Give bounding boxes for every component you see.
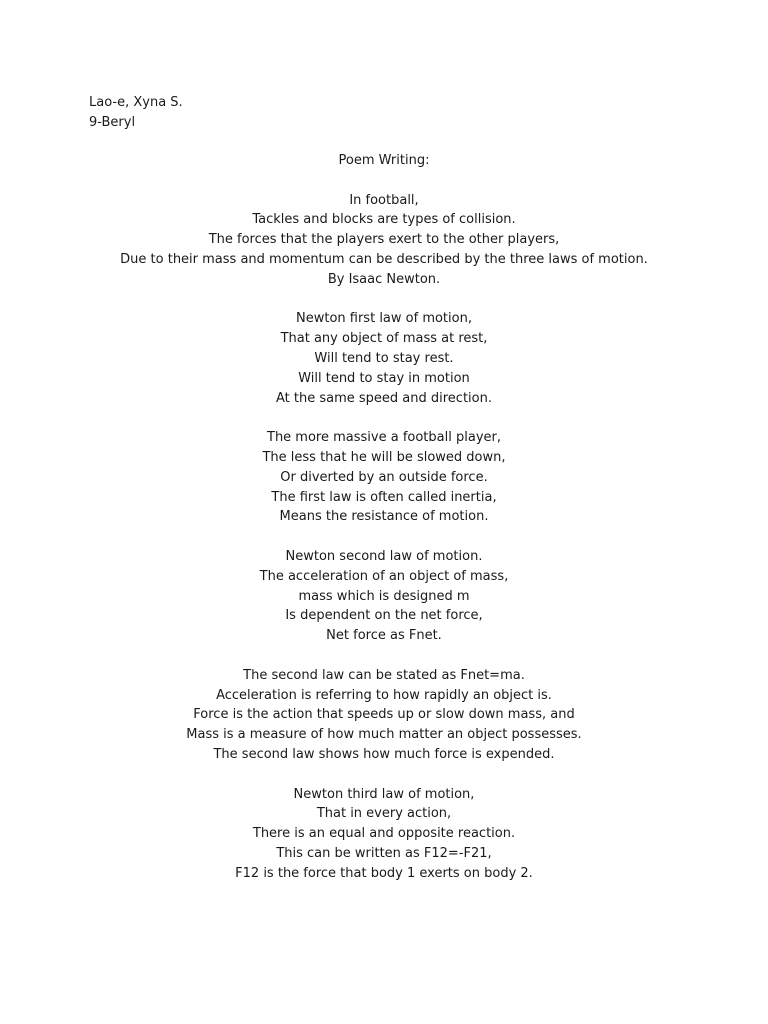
stanza-1 (0, 191, 768, 290)
poem-line: Newton third law of motion, (293, 786, 475, 802)
poem-line: By Isaac Newton. (327, 271, 441, 287)
stanza-2 (0, 309, 768, 408)
poem-line: The more massive a football player, (267, 430, 501, 446)
poem-line: Will tend to stay rest. (314, 350, 454, 366)
poem-line: That in every action, (316, 806, 452, 822)
poem-line: Tackles and blocks are types of collision. (252, 212, 516, 228)
poem-line: That any object of mass at rest, (280, 331, 488, 347)
poem-line: There is an equal and opposite reaction. (252, 826, 516, 842)
poem-line: Acceleration is referring to how rapidly an object is. (216, 687, 552, 703)
poem-line: At the same speed and direction. (276, 390, 492, 406)
poem-line: mass which is designed m (298, 588, 470, 604)
class-section: 9-Beryl (89, 115, 136, 130)
poem-line: The first law is often called inertia, (271, 489, 497, 505)
poem-line: In football, (349, 192, 419, 208)
author-header (89, 93, 183, 133)
poem-line: F12 is the force that body 1 exerts on body 2. (235, 865, 533, 881)
poem-line: Will tend to stay in motion (298, 370, 470, 386)
poem-line: Newton first law of motion, (296, 311, 472, 327)
stanza-6 (0, 785, 768, 884)
poem-line: Force is the action that speeds up or slow down mass, and (193, 707, 575, 723)
stanza-3 (0, 428, 768, 527)
poem-line: Mass is a measure of how much matter an object possesses. (186, 727, 582, 743)
poem-line: This can be written as F12=-F21, (276, 845, 492, 861)
poem-line: Net force as Fnet. (326, 628, 442, 644)
author-name: Lao-e, Xyna S. (89, 95, 183, 110)
poem-line: Or diverted by an outside force. (280, 469, 488, 485)
stanza-5 (0, 666, 768, 765)
poem-line: The acceleration of an object of mass, (259, 568, 509, 584)
poem-line: Due to their mass and momentum can be described by the three laws of motion. (120, 251, 648, 267)
poem-line: The forces that the players exert to the other players, (208, 232, 560, 248)
poem-line: Is dependent on the net force, (285, 608, 483, 624)
stanza-4 (0, 547, 768, 646)
poem-title: Poem Writing: (338, 153, 430, 168)
poem-line: Means the resistance of motion. (279, 509, 489, 525)
poem-line: Newton second law of motion. (285, 548, 483, 564)
poem-line: The second law shows how much force is expended. (213, 746, 555, 762)
poem (0, 151, 768, 903)
poem-line: The less that he will be slowed down, (262, 449, 506, 465)
poem-line: The second law can be stated as Fnet=ma. (243, 667, 525, 683)
